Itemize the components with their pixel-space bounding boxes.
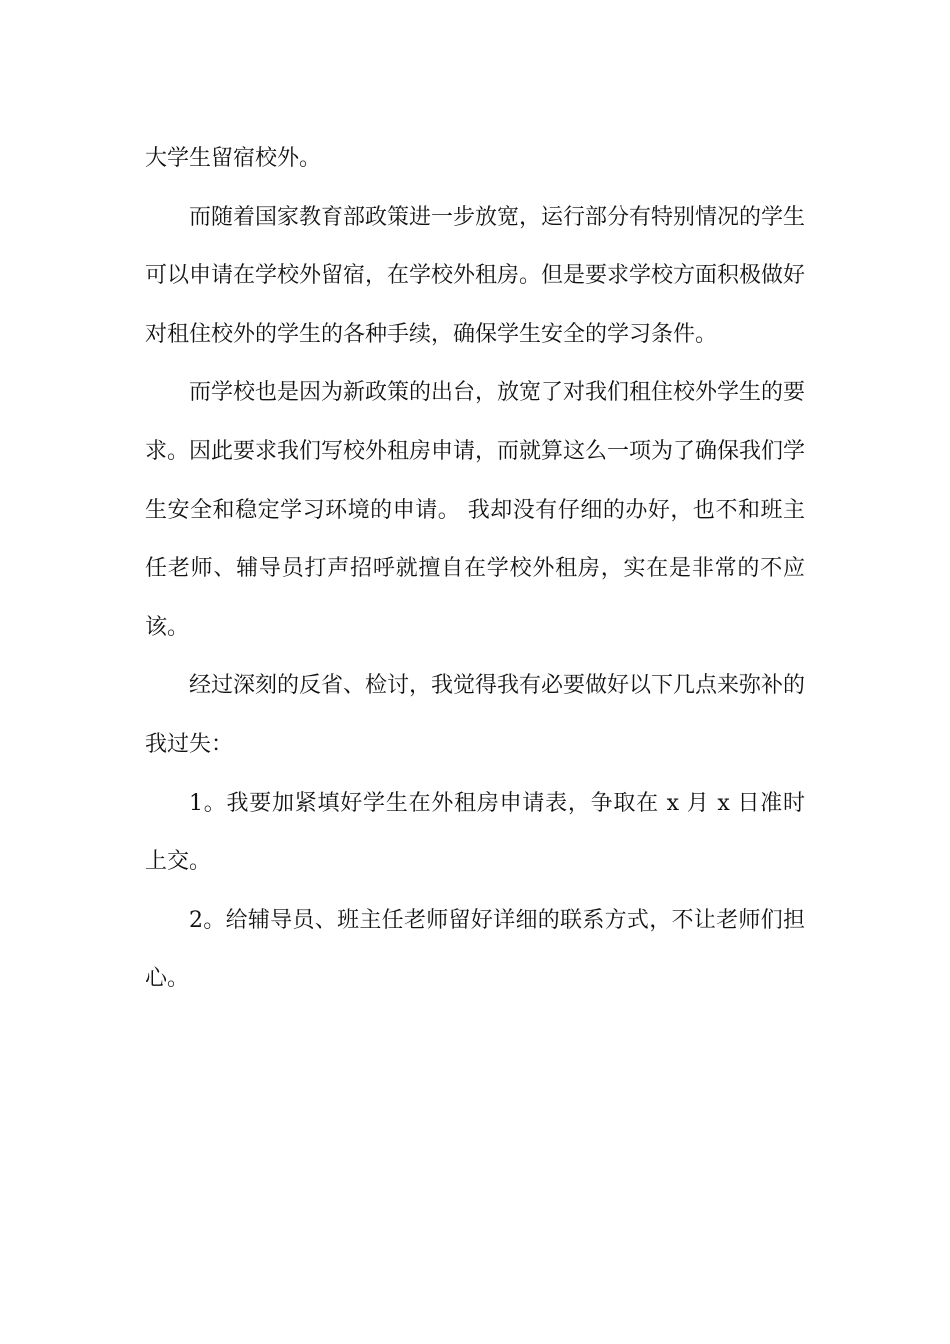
paragraph-1: 大学生留宿校外。 [145, 146, 322, 171]
paragraph-2: 而随着国家教育部政策进一步放宽，运行部分有特别情况的学生可以申请在学校外留宿，在学校外租房。但是要求学校方面积极做好对租住校外的学生的各种手续，确保学生安全的学习条件。 [145, 204, 806, 347]
paragraph-4: 经过深刻的反省、检讨，我觉得我有必要做好以下几点来弥补的我过失： [145, 673, 806, 757]
paragraph-6: 2。给辅导员、班主任老师留好详细的联系方式，不让老师们担心。 [145, 907, 805, 992]
document-body [145, 130, 805, 1009]
paragraph-5: 1。我要加紧填好学生在外租房申请表，争取在 x 月 x 日准时上交。 [145, 790, 805, 875]
paragraph-3: 而学校也是因为新政策的出台，放宽了对我们租住校外学生的要求。因此要求我们写校外租房申请，而就算这么一项为了确保我们学生安全和稳定学习环境的申请。 我却没有仔细的办好，也不和班主任老师、辅导员打声招呼就擅自在学校外租房，实在是非常的不应该。 [145, 380, 806, 640]
